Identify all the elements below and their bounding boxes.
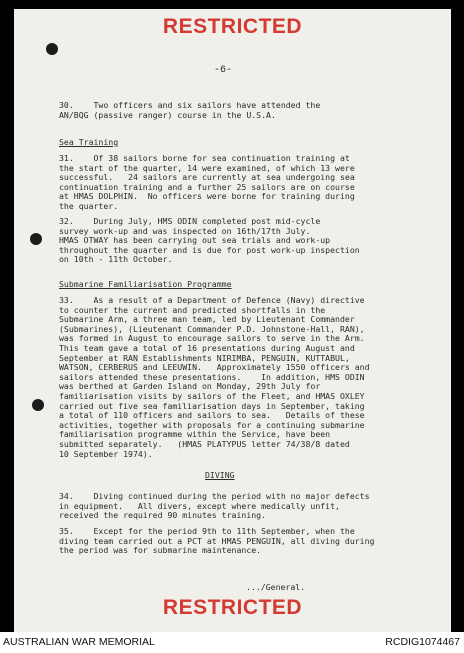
punch-hole bbox=[46, 43, 58, 55]
continued-note: .../General. bbox=[246, 582, 306, 592]
restricted-stamp-bottom: RESTRICTED bbox=[162, 596, 303, 619]
paragraph-33: 33. As a result of a Department of Defence (Navy) directive to counter the current and predicted shortfalls in the Submarine Arm, a three man team, led by Lieutenant Commander (Submarines), (Lieutenant Commander P.D. Johnstone-Hall, RAN), was formed in August to encourage sailors to serve in the Arm. This team gave a total of 16 presentations during August and September at RAN Establishments NIRIMBA, PENGUIN, KUTTABUL, WATSON, CERBERUS and LEEUWIN. Approximately 1550 officers and sailors attended these presentations. In addition, HMS ODIN was berthed at Garden Island on Monday, 29th July for familiarisation visits by sailors of the Fleet, and HMAS OXLEY carried out five sea familiarisation days in September, taking a total of 110 officers and sailors to sea. Details of these activities, together with proposals for a continuing submarine familiarisation programme within the Service, have been submitted separately. (HMAS PLATYPUS letter 74/38/8 dated 10 September 1974). bbox=[59, 295, 370, 459]
page-number: -6- bbox=[214, 65, 233, 76]
archive-footer bbox=[0, 632, 464, 653]
heading-sea-training: Sea Training bbox=[59, 137, 119, 147]
restricted-stamp-top: RESTRICTED bbox=[162, 15, 303, 38]
paragraph-34: 34. Diving continued during the period with no major defects in equipment. All divers, except where medically unfit, received the required 90 minutes training. bbox=[59, 491, 370, 521]
heading-diving: DIVING bbox=[205, 470, 235, 480]
paragraph-31: 31. Of 38 sailors borne for sea continuation training at the start of the quarter, 14 were examined, of which 13 were successful. 24 sailors are currently at sea undergoing sea continuation training and a further 25 sailors are on course at HMAS DOLPHIN. No officers were borne for training during the quarter. bbox=[59, 153, 355, 211]
heading-submarine-familiarisation: Submarine Familiarisation Programme bbox=[59, 279, 232, 289]
paragraph-35: 35. Except for the period 9th to 11th September, when the diving team carried out a PCT at HMAS PENGUIN, all diving during the period was for submarine maintenance. bbox=[59, 526, 375, 556]
paragraph-32: 32. During July, HMS ODIN completed post mid-cycle survey work-up and was inspected on 16th/17th July. HMAS OTWAY has been carrying out sea trials and work-up throughout the quarter and is due for post work-up inspection on 10th - 11th October. bbox=[59, 216, 360, 265]
punch-hole bbox=[32, 399, 44, 411]
document-page bbox=[14, 9, 451, 632]
footer-record-id: RCDIG1074467 bbox=[385, 636, 460, 648]
punch-hole bbox=[30, 233, 42, 245]
paragraph-30: 30. Two officers and six sailors have attended the AN/BQG (passive ranger) course in the U.S.A. bbox=[59, 100, 321, 120]
footer-institution: AUSTRALIAN WAR MEMORIAL bbox=[3, 636, 155, 648]
